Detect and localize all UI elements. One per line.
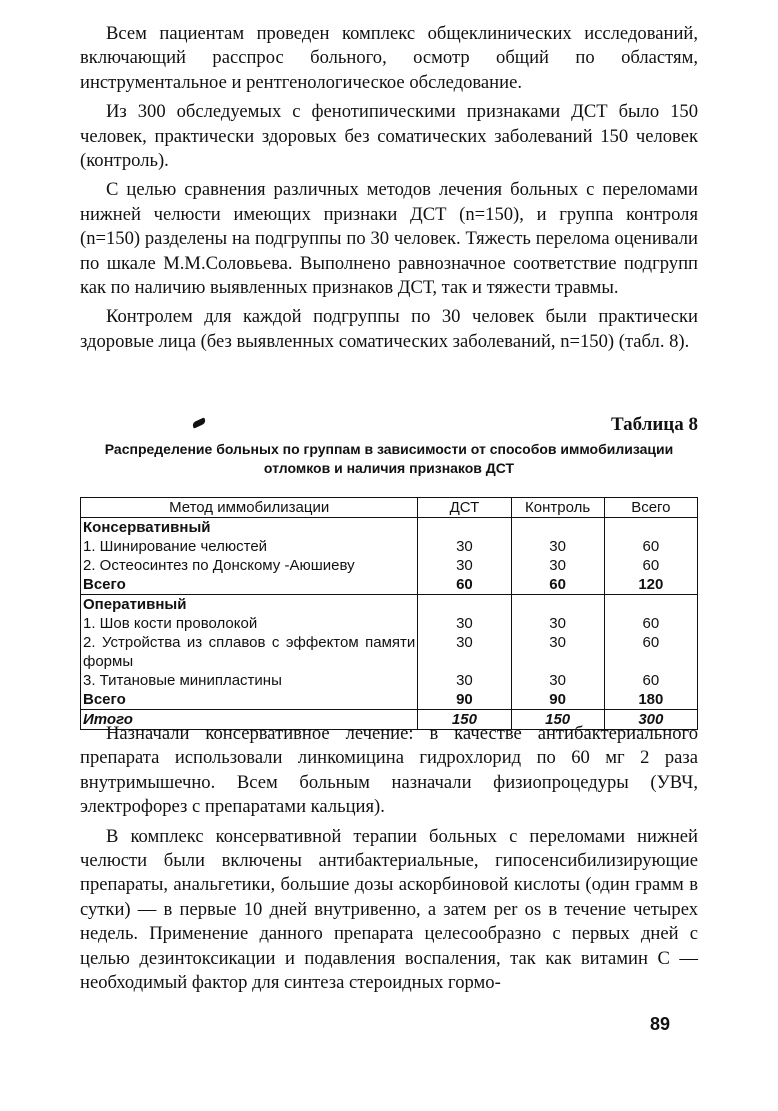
total-cell: 60 (604, 537, 697, 556)
group-name: Консервативный (81, 518, 418, 538)
control-cell: 30 (511, 556, 604, 575)
group-row (81, 518, 698, 538)
dst-cell: 30 (418, 537, 511, 556)
control-cell: 90 (511, 690, 604, 710)
control-cell: 150 (511, 710, 604, 730)
total-cell: 60 (604, 614, 697, 633)
total-label: Итого (81, 710, 418, 730)
distribution-table (80, 497, 698, 730)
method-cell: 2. Остеосинтез по Донскому -Аюшиеву (81, 556, 418, 575)
control-cell: 30 (511, 633, 604, 671)
dst-cell: 30 (418, 614, 511, 633)
table-title: Распределение больных по группам в зависимости от способов иммобилизации отломков и наличия признаков ДСТ (104, 441, 674, 476)
subtotal-row (81, 575, 698, 595)
dst-cell: 150 (418, 710, 511, 730)
method-cell: 2. Устройства из сплавов с эффектом памяти формы (81, 633, 418, 671)
text-after-table (80, 722, 698, 995)
page-number: 89 (650, 1014, 671, 1034)
method-cell: 3. Титановые минипластины (81, 671, 418, 690)
dst-cell: 90 (418, 690, 511, 710)
header-cell: Всего (604, 498, 697, 518)
subtotal-row (81, 690, 698, 710)
control-cell: 60 (511, 575, 604, 595)
method-cell: 1. Шинирование челюстей (81, 537, 418, 556)
paragraph: Всем пациентам проведен комплекс общеклинических исследований, включающий расспрос больного, осмотр общий по областям, инструментальное и рентгенологическое обследование. (80, 23, 698, 93)
dst-cell: 60 (418, 575, 511, 595)
subtotal-label: Всего (81, 690, 418, 710)
book-page (80, 22, 698, 994)
total-cell: 60 (604, 633, 697, 671)
subtotal-label: Всего (81, 575, 418, 595)
table-number: Таблица 8 (610, 414, 698, 435)
table-row (81, 614, 698, 633)
control-cell: 30 (511, 671, 604, 690)
group-row (81, 595, 698, 615)
paragraph: С целью сравнения различных методов лечения больных с переломами нижней челюсти имеющих признаки ДСТ (n=150), и группа контроля (n=150) разделены на подгруппы по 30 человек. Тяжесть перелома оценивали по шкале М.М.Соловьева. Выполнено равнозначное соответствие подгрупп как по наличию выявленных признаков ДСТ, так и тяжести травмы. (80, 179, 698, 299)
header-cell: Метод иммобилизации (81, 498, 418, 518)
table-header-row (81, 498, 698, 518)
dst-cell: 30 (418, 633, 511, 671)
method-cell: 1. Шов кости проволокой (81, 614, 418, 633)
paragraph: В комплекс консервативной терапии больных с переломами нижней челюсти были включены антибактериальные, гипосенсибилизирующие препараты, анальгетики, большие дозы аскорбиновой кислоты (один грамм в сутки) — в первые 10 дней внутривенно, а затем per os в течение четырех недель. Применение данного препарата целесообразно с первых дней с целью дезинтоксикации и подавления воспаления, так как витамин С — необходимый фактор для синтеза стероидных гормо- (80, 825, 698, 994)
group-name: Оперативный (81, 595, 418, 615)
paragraph: Из 300 обследуемых с фенотипическими признаками ДСТ было 150 человек, практически здоровых без соматических заболеваний 150 человек (контроль). (80, 101, 698, 172)
table-row (81, 633, 698, 671)
total-cell: 120 (604, 575, 697, 595)
header-cell: Контроль (511, 498, 604, 518)
total-cell: 300 (604, 710, 697, 730)
dst-cell: 30 (418, 556, 511, 575)
total-cell: 60 (604, 556, 697, 575)
total-cell: 60 (604, 671, 697, 690)
table-row (81, 537, 698, 556)
control-cell: 30 (511, 537, 604, 556)
table-row (81, 671, 698, 690)
control-cell: 30 (511, 614, 604, 633)
table-row (81, 556, 698, 575)
paragraph: Контролем для каждой подгруппы по 30 человек были практически здоровые лица (без выявленных соматических заболеваний, n=150) (табл. 8). (80, 306, 698, 352)
dst-cell: 30 (418, 671, 511, 690)
header-cell: ДСТ (418, 498, 511, 518)
paragraph: Назначали консервативное лечение: в качестве антибактериального препарата использовали линкомицина гидрохлорид по 60 мг 2 раза внутримышечно. Всем больным назначали физиопроцедуры (УВЧ, электрофорез с препаратами кальция). (80, 723, 698, 818)
total-cell: 180 (604, 690, 697, 710)
